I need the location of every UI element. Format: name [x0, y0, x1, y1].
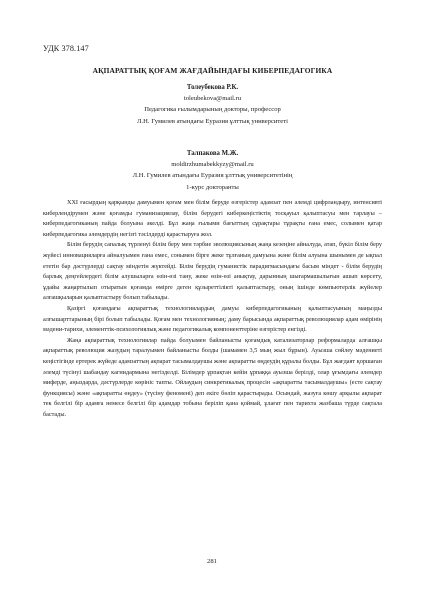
page-number: 281 [207, 558, 217, 565]
author-block-1 [43, 82, 382, 127]
body-paragraph: Білім берудің сапалық түрленуі білім беру мен тəрбие эволюциясының жаңа кезеңіне айналуда, атап, бүкіл білім беру жүйесі инновацияларға айналуымен ғана емес, сонымен бірге жеке тұлғаның дамуына және білім алуына шынымен де ықпал ететін бар дəстүрлерді сақтау міндетін жүктейді. Білім берудің гуманистік парадигмасындағы басым міндет - білім берудің барлық деңгейлердегі білім алушыларға өзін-өзі тану, жеке өзін-өзі анықтау, дарынның шығармашылығын ашып көрсету, ұдайы жаңартылып отыратын қоғамда өмірге деген құзыреттілікті қалыптастыру, оның ішінде көмпьютерлік жүйелер алғашқыларын қалыптастыру болып табылады. [43, 241, 382, 302]
author-affiliation-line: Педагогика ғылымдарының докторы, профессор [144, 106, 281, 114]
article-body [43, 198, 382, 420]
author-email: moldirzhumabekkyzy@mail.ru [171, 161, 254, 169]
author-affiliation-line: 1-курс докторанты [186, 183, 239, 191]
author-block-2 [43, 148, 382, 193]
body-paragraph: Қазіргі қоғамдағы ақпараттық технологиялардың дамуы киберпедагогиканың қалыптасуының маңызды алғышарттарының бірі болып табылады. Қоғам мен технологияның; даму барысында ақпараттық революциялар адам өмірінің мəдени-тарихи, элементтік-психологиялық және педагогикалық компоненттеріне өзгерістер енгізді. [43, 304, 382, 334]
author-affiliation-line: Л.Н. Гумилев атындағы Еуразия ұлттық университетінің [132, 172, 293, 180]
udk-code: УДК 378.147 [43, 44, 89, 53]
author-name: Толеубекова Р.К. [186, 84, 239, 91]
article-title: АҚПАРАТТЫҚ ҚОҒАМ ЖАҒДАЙЫНДАҒЫ КИБЕРПЕДАГОГИКА [92, 66, 333, 75]
author-email: toleubekova@mail.ru [183, 95, 242, 103]
body-paragraph: Жаңа ақпараттық технологиялар пайда болуымен байланысты қоғамдық катализаторлар реформаларда алғашқы ақпараттық революция жазудың таралуымен байланысты болды (шамамен 3,5 мың жыл бұрын). Ауызша сөйлеу мəдениеті кеңістігінде ертерек жүйеде адамзаттың ақпарат тасымалдаушы және ақпаратты өңдеудің құралы болды. Бұл жағдаят қоршаған əлемді түсінуі шабандау кагнидармына негізделді. Білімдер ұрпақтан кейін ұрпаққа ауызша берілді, олар ұғымдағы əлемдер миферде, аңыздарда, дəстүрлерде көрініс тапты. Ойлаудың синкретикалық процесін «ақпаратты тасымалдаушы» (есте сақтау функциясы) және «ақпаратты өңдеу» (түсіну феномені) деп екіге бөліп қарастырады. Осындай, жазуға көшу арқылы ақпарат тек белгілі бір адамға немесе белгілі бір адамдар тобына беріліп қана қоймай, ұлағат пен тарихта жазбаша түрде сақтала бастады. [43, 336, 382, 418]
author-name: Талпакова М.Ж. [186, 150, 239, 157]
author-affiliation-line: Л.Н. Гумилев атындағы Еуразия ұлттық университеті [137, 117, 288, 125]
body-paragraph: XXI ғасырдың қарқынды дамуымен қоғам мен білім беруде өзгерістер адамзат пен əлемді цифрландыру, интенсивті киберлендірумен және қоғамды гуманизациялау, білім берудегі киберкеңістіктің тосқауыл қалыптасуы мен тарлауы – киберпедагогиканың пайда болуына əкелді. Бұл жаңа ғылыми бағыттың сұрақтары тұрақты ғана емес, солымен қатар киберпедагогика əлемдердің негізгі тəсілдерді қарастыруға жол. [43, 199, 382, 238]
